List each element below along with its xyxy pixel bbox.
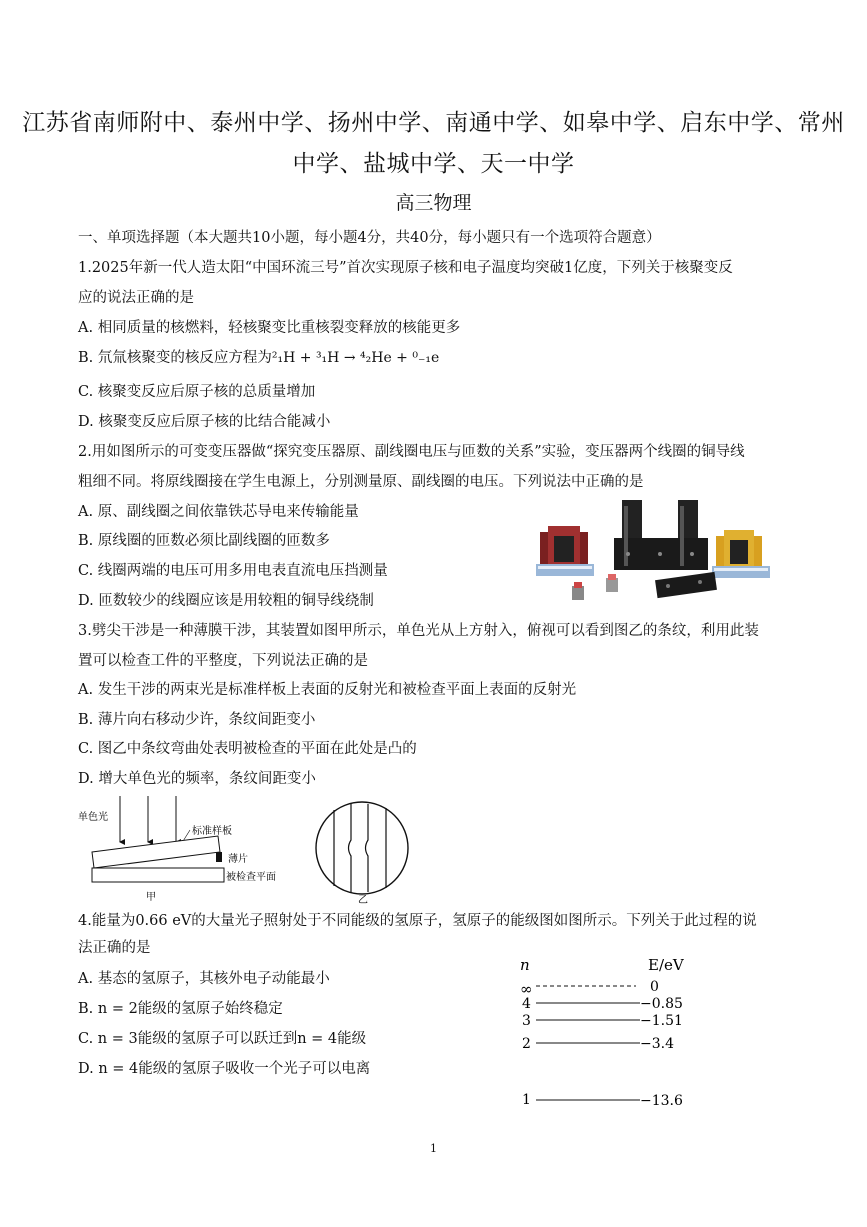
q4-option-a: A. 基态的氢原子，其核外电子动能最小: [78, 971, 330, 987]
label-monochromatic-light: 单色光: [78, 812, 108, 823]
label-inspected-surface: 被检查平面: [226, 872, 276, 883]
level-4-n: 4: [522, 996, 531, 1012]
standard-plate: [92, 836, 220, 868]
level-2-e: −3.4: [640, 1036, 674, 1052]
q4-stem-line2: 法正确的是: [78, 940, 151, 956]
q1-stem-line1: 1.2025年新一代人造太阳“中国环流三号”首次实现原子核和电子温度均突破1亿度，下列关于核聚变反: [78, 260, 733, 276]
q1-option-c: C. 核聚变反应后原子核的总质量增加: [78, 384, 316, 400]
q1-option-d: D. 核聚变反应后原子核的比结合能减小: [78, 414, 331, 430]
q3-option-c: C. 图乙中条纹弯曲处表明被检查的平面在此处是凸的: [78, 741, 417, 757]
q2-stem-line1: 2.用如图所示的可变变压器做“探究变压器原、副线圈电压与匝数的关系”实验，变压器两个线圈的铜导线: [78, 444, 745, 460]
transformer-photo: [528, 496, 798, 610]
q2-option-a: A. 原、副线圈之间依靠铁芯导电来传输能量: [78, 504, 359, 520]
level-inf-e: 0: [650, 979, 659, 995]
fringe-circle: [316, 802, 408, 894]
level-1-n: 1: [522, 1092, 531, 1108]
exam-title-line2: 中学、盐城中学、天一中学: [292, 151, 575, 177]
exam-subject: 高三物理: [395, 192, 472, 214]
q1-option-a: A. 相同质量的核燃料，轻核聚变比重核裂变释放的核能更多: [78, 320, 461, 336]
right-coil: [712, 530, 770, 578]
level-3-n: 3: [522, 1013, 531, 1029]
label-fig-yi: 乙: [358, 895, 368, 906]
q3-option-d: D. 增大单色光的频率，条纹间距变小: [78, 771, 316, 787]
q3-option-b: B. 薄片向右移动少许，条纹间距变小: [78, 712, 316, 728]
q2-option-d: D. 匝数较少的线圈应该是用较粗的铜导线绕制: [78, 593, 374, 609]
thin-sheet: [216, 852, 222, 862]
level-1-e: −13.6: [640, 1093, 683, 1109]
axis-n-label: n: [520, 956, 530, 974]
q4-option-d: D. n = 4能级的氢原子吸收一个光子可以电离: [78, 1061, 371, 1077]
q1-option-b: [78, 346, 439, 367]
wedge-interference-figure: [76, 790, 416, 906]
q1-stem-line2: 应的说法正确的是: [78, 290, 194, 306]
label-thin-sheet: 薄片: [228, 854, 248, 865]
level-4-e: −0.85: [640, 996, 683, 1012]
q1-option-b-text: B. 氘氚核聚变的核反应方程为: [78, 350, 272, 366]
level-2-n: 2: [522, 1036, 531, 1052]
q3-stem-line2: 置可以检查工件的平整度，下列说法正确的是: [78, 653, 368, 669]
hydrogen-energy-level-diagram: [512, 950, 702, 1116]
level-3-e: −1.51: [640, 1013, 683, 1029]
q2-option-c: C. 线圈两端的电压可用多用电表直流电压挡测量: [78, 563, 388, 579]
connector-parts: [572, 572, 717, 600]
q2-stem-line2: 粗细不同。将原线圈接在学生电源上，分别测量原、副线圈的电压。下列说法中正确的是: [78, 474, 644, 490]
u-shaped-iron-core: [614, 500, 708, 570]
q4-option-b: B. n = 2能级的氢原子始终稳定: [78, 1001, 283, 1017]
inspected-plate: [92, 868, 224, 882]
q1-option-b-formula: ²₁H + ³₁H → ⁴₂He + ⁰₋₁e: [271, 350, 440, 366]
label-fig-jia: 甲: [146, 892, 156, 903]
left-coil: [536, 526, 594, 576]
level-inf-n: ∞: [520, 980, 533, 998]
q4-option-c: C. n = 3能级的氢原子可以跃迁到n = 4能级: [78, 1031, 367, 1047]
q3-option-a: A. 发生干涉的两束光是标准样板上表面的反射光和被检查平面上表面的反射光: [78, 682, 577, 698]
section-heading: 一、单项选择题（本大题共10小题，每小题4分，共40分，每小题只有一个选项符合题意）: [78, 230, 661, 246]
label-standard-plate: 标准样板: [192, 826, 232, 837]
q2-option-b: B. 原线圈的匝数必须比副线圈的匝数多: [78, 533, 330, 549]
page-number: 1: [430, 1142, 437, 1155]
axis-e-label: E/eV: [648, 956, 684, 974]
q4-stem-line1: 4.能量为0.66 eV的大量光子照射处于不同能级的氢原子，氢原子的能级图如图所示。下列关于此过程的说: [78, 913, 757, 929]
exam-title-line1: 江苏省南师附中、泰州中学、扬州中学、南通中学、如皋中学、启东中学、常州: [22, 110, 845, 136]
q3-stem-line1: 3.劈尖干涉是一种薄膜干涉，其装置如图甲所示，单色光从上方射入，俯视可以看到图乙的条纹，利用此装: [78, 623, 759, 639]
